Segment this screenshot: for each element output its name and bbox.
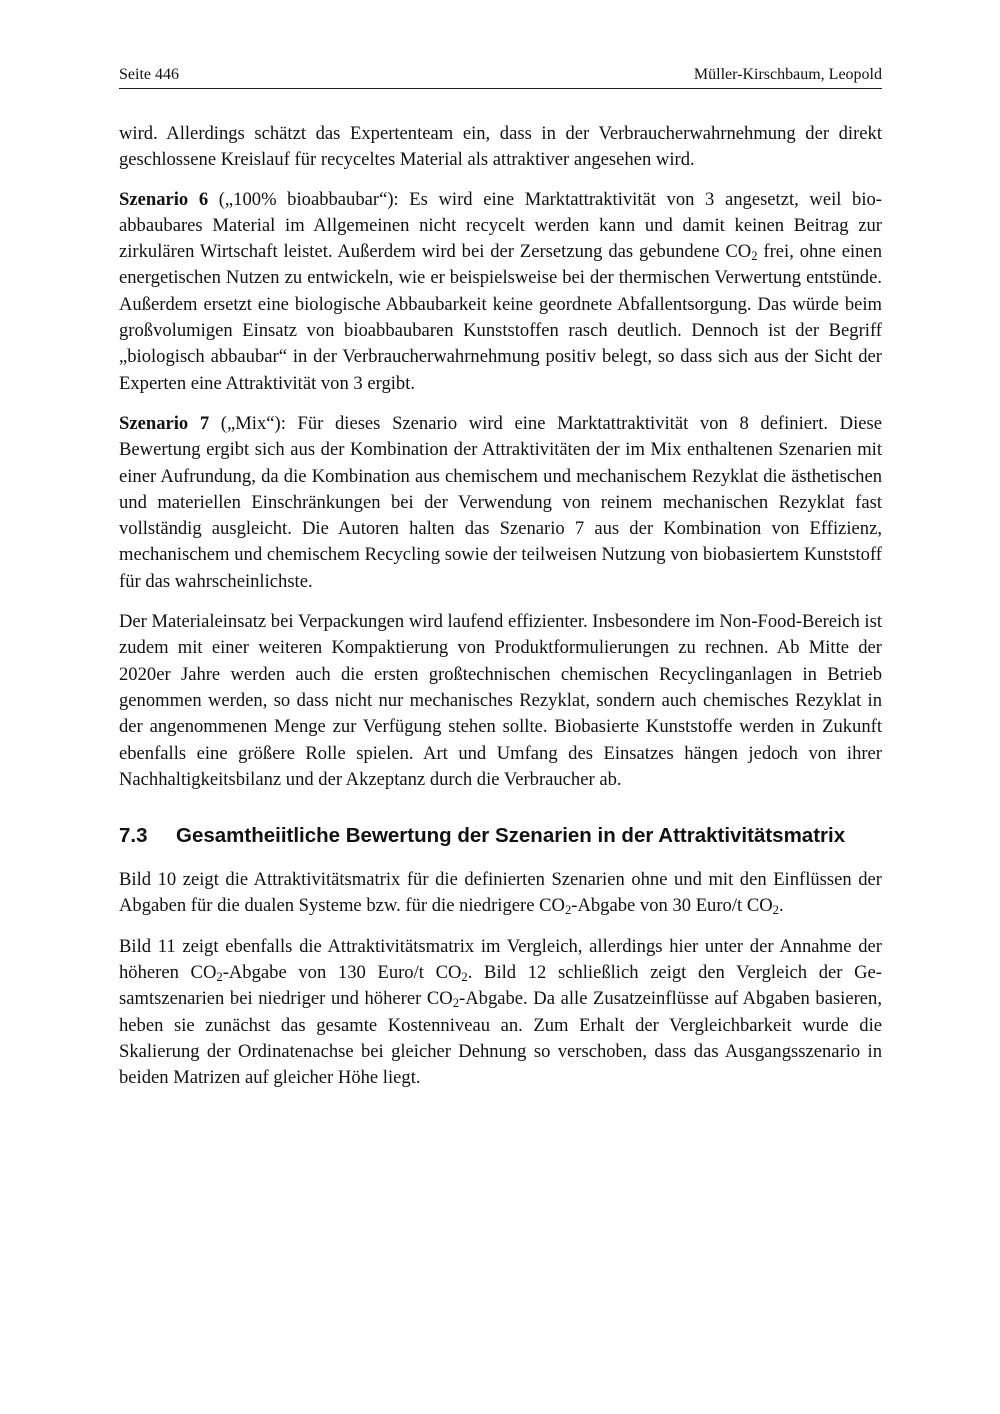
section-title: Gesamtheiitliche Bewertung der Szenarien in der Attraktivitätsmatrix — [176, 824, 846, 848]
bild-10-text-a: Bild 10 zeigt die Attraktivitätsmatrix für die definierten Szenarien ohne und mit den Einflüssen der Abgaben für die dualen Systeme bzw. für die niedrigere CO — [119, 869, 882, 917]
header-author: Müller-Kirschbaum, Leopold — [693, 66, 882, 83]
co2-subscript: 2 — [772, 903, 779, 918]
running-header — [119, 64, 882, 89]
scenario-6-label: Szenario 6 — [119, 188, 209, 210]
paragraph-bild-10 — [119, 867, 882, 920]
paragraph-text: wird. Allerdings schätzt das Expertenteam ein, dass in der Verbraucherwahrnehmung der direkt geschlossene Kreislauf für recyceltes Material als attraktiver angesehen wird. — [119, 123, 882, 171]
scenario-7-text: („Mix“): Für dieses Szenario wird eine Marktattraktivität von 8 definiert. Diese Bewertung ergibt sich aus der Kombination der Attraktivitäten der im Mix enthaltenen Szenarien mit einer Aufrundung, da die Kombination aus chemischem und mechanischem Rezyklat die ästhetischen und materiellen Einschränkungen bei der Verwendung von reinem mechanischen Rezyklat fast vollständig ausgleicht. Die Autoren halten das Szenario 7 aus der Kombination von Effizienz, mechanischem und chemischem Recycling sowie der teilweisen Nutzung von biobasiertem Kunststoff für das wahrscheinlichste. — [119, 412, 882, 592]
bild-10-text-b: -Abgabe von 30 Euro/t CO — [571, 895, 773, 917]
bild-11-text-d: -Abgabe. Da alle Zusatzeinflüsse auf Abgaben basieren, heben sie zunächst das gesamte Kostenniveau an. Zum Erhalt der Vergleichbarkeit wurde die Skalierung der Ordinatenachse bei gleicher Dehnung so verschoben, dass das Ausgangsszenario in beiden Matrizen auf gleicher Höhe liegt. — [119, 988, 882, 1089]
section-heading — [119, 823, 882, 849]
body-text — [119, 121, 882, 1106]
bild-11-text-c: . Bild 12 schließlich zeigt den Vergleich der Gesamtszenarien bei niedriger und höherer CO — [119, 962, 882, 1010]
scenario-7-label: Szenario 7 — [119, 412, 210, 434]
page-number: Seite 446 — [119, 66, 179, 83]
scenario-6-text-a: („100% bioabbaubar“): Es wird eine Marktattraktivität von 3 angesetzt, weil bioabbaubares Material im Allgemeinen nicht recycelt werden kann und damit keinen Beitrag zur zirkulären Wirtschaft leistet. Außerdem wird bei der Zersetzung das gebundene CO — [119, 188, 882, 263]
paragraph-scenario-7 — [119, 411, 882, 595]
bild-11-text-a: Bild 11 zeigt ebenfalls die Attraktivitätsmatrix im Vergleich, allerdings hier unter der Annahme der höheren CO — [119, 935, 882, 984]
paragraph-bild-11 — [119, 934, 882, 1092]
co2-subscript: 2 — [452, 996, 460, 1011]
bild-10-text-c: . — [778, 895, 784, 917]
section-number: 7.3 — [119, 824, 148, 848]
bild-11-text-b: -Abgabe von 130 Euro/t CO — [222, 962, 462, 984]
co2-subscript: 2 — [216, 969, 223, 984]
paragraph-scenario-6 — [119, 187, 882, 397]
paragraph-continuation — [119, 121, 882, 174]
co2-subscript: 2 — [461, 969, 468, 984]
co2-subscript: 2 — [751, 248, 758, 263]
paragraph-material — [119, 609, 882, 793]
co2-subscript: 2 — [564, 903, 572, 918]
material-text: Der Materialeinsatz bei Verpackungen wird laufend effizienter. Insbesondere im Non-Food-Bereich ist zudem mit einer weiteren Kompaktierung von Produktformulierungen zu rechnen. Ab Mitte der 2020er Jahre werden auch die ersten großtechnischen chemischen Recyclinganlagen in Betrieb genommen werden, so dass nicht nur mechanisches Rezyklat, sondern auch chemisches Rezyklat in der angenommenen Menge zur Verfügung stehen sollte. Biobasierte Kunststoffe werden in Zukunft ebenfalls eine größere Rolle spielen. Art und Umfang des Einsatzes hängen jedoch von ihrer Nachhaltigkeitsbilanz und der Akzeptanz durch die Verbraucher ab. — [119, 611, 882, 790]
scenario-6-text-b: frei, ohne einen energetischen Nutzen zu entwickeln, wie er beispielsweise bei der thermischen Verwertung entstünde. Außerdem ersetzt eine biologische Abbaubarkeit keine geordnete Abfallentsorgung. Das würde beim großvolumigen Einsatz von bioabbaubaren Kunststoffen rasch deutlich. Dennoch ist der Begriff „biologisch abbaubar“ in der Verbraucherwahrnehmung positiv belegt, so dass sich aus der Sicht der Experten eine Attraktivität von 3 ergibt. — [119, 241, 882, 394]
